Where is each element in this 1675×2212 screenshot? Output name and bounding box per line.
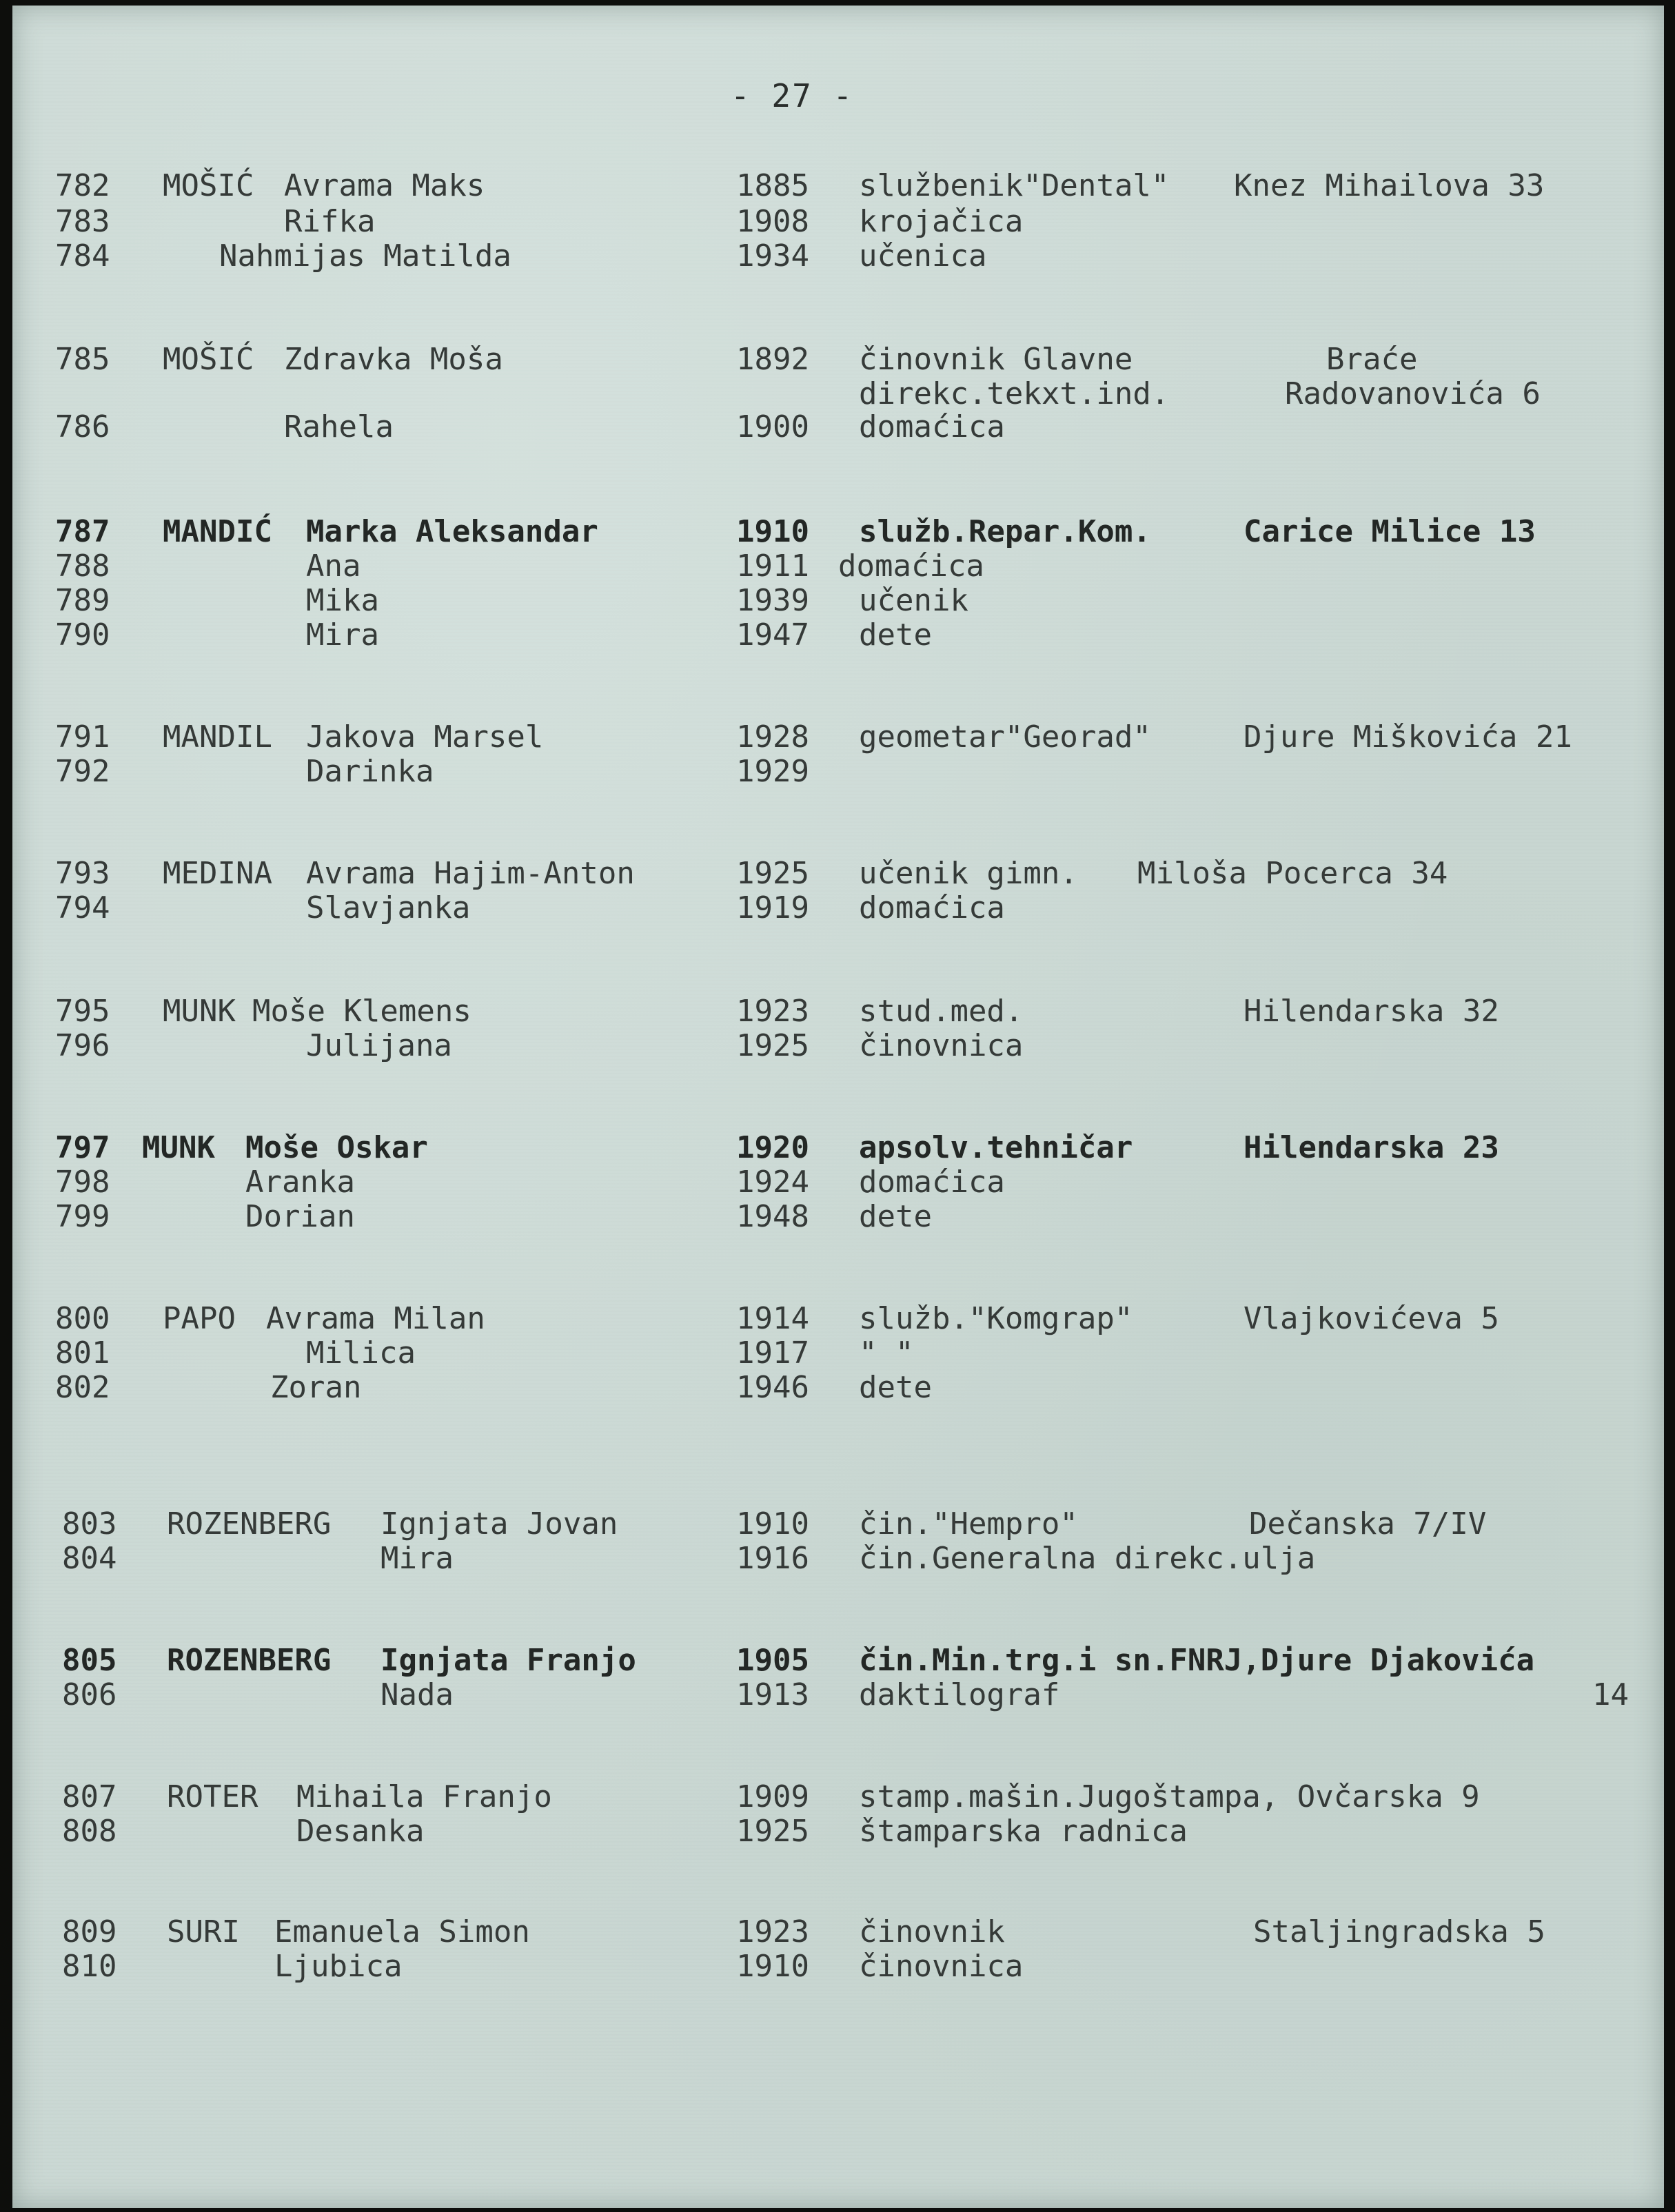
entry-year: 1909 bbox=[736, 1779, 809, 1814]
entry-year: 1924 bbox=[736, 1165, 809, 1200]
entry-given-name: Avrama Maks bbox=[284, 168, 485, 203]
entry-year: 1923 bbox=[736, 994, 809, 1029]
entry-surname: MANDIL bbox=[163, 719, 272, 755]
entry-occupation: činovnik bbox=[859, 1914, 1005, 1949]
entry-occupation: daktilograf bbox=[859, 1677, 1060, 1712]
entry-year: 1934 bbox=[736, 238, 809, 274]
entry-year: 1885 bbox=[736, 168, 809, 203]
entry-number: 787 bbox=[55, 514, 110, 549]
entry-number: 796 bbox=[55, 1028, 110, 1063]
entry-occupation: učenik gimn. bbox=[859, 856, 1078, 891]
entry-number: 801 bbox=[55, 1335, 110, 1371]
entry-number: 809 bbox=[62, 1914, 117, 1949]
entry-number: 788 bbox=[55, 549, 110, 584]
entry-given-name: Slavjanka bbox=[306, 890, 471, 925]
entry-address: 14 bbox=[1592, 1677, 1629, 1712]
entry-number: 808 bbox=[62, 1814, 117, 1849]
entry-number: 790 bbox=[55, 617, 110, 653]
entry-year: 1928 bbox=[736, 719, 809, 755]
entry-year: 1914 bbox=[736, 1301, 809, 1336]
entry-year: 1947 bbox=[736, 617, 809, 653]
entry-address: Djure Miškovića 21 bbox=[1243, 719, 1572, 755]
entry-occupation: dete bbox=[859, 1199, 932, 1234]
entry-given-name: Desanka bbox=[296, 1814, 425, 1849]
entry-number: 782 bbox=[55, 168, 110, 203]
entry-given-name: Avrama Milan bbox=[266, 1301, 485, 1336]
entry-given-name: Moše Oskar bbox=[245, 1130, 428, 1165]
entry-year: 1917 bbox=[736, 1335, 809, 1371]
entry-occupation: čin.Generalna direkc.ulja bbox=[859, 1541, 1316, 1576]
entry-given-name: Mira bbox=[380, 1541, 454, 1576]
entry-year: 1908 bbox=[736, 204, 809, 239]
entry-occupation: službenik"Dental" bbox=[859, 168, 1170, 203]
entry-occupation: apsolv.tehničar bbox=[859, 1130, 1133, 1165]
entry-year: 1925 bbox=[736, 1028, 809, 1063]
entry-given-name: Mihaila Franjo bbox=[296, 1779, 552, 1814]
entry-occupation: dete bbox=[859, 1370, 932, 1405]
entry-number: 783 bbox=[55, 204, 110, 239]
entry-year: 1925 bbox=[736, 856, 809, 891]
entry-given-name: Nahmijas Matilda bbox=[219, 238, 511, 274]
entry-number: 797 bbox=[55, 1130, 110, 1165]
entry-occupation: geometar"Georad" bbox=[859, 719, 1151, 755]
entry-year: 1920 bbox=[736, 1130, 809, 1165]
entry-occupation: domaćica bbox=[859, 409, 1005, 444]
entry-number: 803 bbox=[62, 1506, 117, 1542]
entry-address: Braće bbox=[1326, 342, 1418, 377]
entry-given-name: Dorian bbox=[245, 1199, 355, 1234]
entry-given-name: Ignjata Franjo bbox=[380, 1643, 636, 1678]
entry-given-name: Marka Aleksandar bbox=[306, 514, 598, 549]
entry-surname: MEDINA bbox=[163, 856, 272, 891]
entry-year: 1913 bbox=[736, 1677, 809, 1712]
entry-occupation: čin.Min.trg.i sn.FNRJ,Djure Djakovića bbox=[859, 1643, 1535, 1678]
entry-given-name: Aranka bbox=[245, 1165, 355, 1200]
entry-year: 1929 bbox=[736, 754, 809, 789]
entry-number: 810 bbox=[62, 1949, 117, 1984]
entry-number: 785 bbox=[55, 342, 110, 377]
entry-given-name: Zoran bbox=[270, 1370, 362, 1405]
entry-surname: MOŠIĆ bbox=[163, 342, 254, 377]
entry-address: Dečanska 7/IV bbox=[1249, 1506, 1487, 1542]
entry-year: 1948 bbox=[736, 1199, 809, 1234]
entry-occupation: štamparska radnica bbox=[859, 1814, 1188, 1849]
entry-occupation: učenica bbox=[859, 238, 987, 274]
entry-given-name: Ignjata Jovan bbox=[380, 1506, 618, 1542]
entry-surname: SURI bbox=[167, 1914, 240, 1949]
entry-year: 1910 bbox=[736, 1506, 809, 1542]
entry-given-name: Rahela bbox=[284, 409, 394, 444]
entry-occupation: učenik bbox=[859, 583, 968, 618]
entry-surname: ROZENBERG bbox=[167, 1643, 332, 1678]
entry-address: Radovanovića 6 bbox=[1285, 376, 1541, 411]
entry-given-name: Zdravka Moša bbox=[284, 342, 503, 377]
entry-given-name: Milica bbox=[306, 1335, 416, 1371]
entry-occupation: služb.Repar.Kom. bbox=[859, 514, 1151, 549]
entry-given-name: Darinka bbox=[306, 754, 434, 789]
entry-number: 786 bbox=[55, 409, 110, 444]
entry-year: 1923 bbox=[736, 1914, 809, 1949]
entry-occupation: direkc.tekxt.ind. bbox=[859, 376, 1170, 411]
entry-occupation: " " bbox=[859, 1335, 914, 1371]
entry-surname: PAPO bbox=[163, 1301, 236, 1336]
entry-number: 784 bbox=[55, 238, 110, 274]
entry-address: Hilendarska 23 bbox=[1243, 1130, 1499, 1165]
entry-number: 791 bbox=[55, 719, 110, 755]
entry-occupation: krojačica bbox=[859, 204, 1024, 239]
entry-number: 805 bbox=[62, 1643, 117, 1678]
entry-surname: MOŠIĆ bbox=[163, 168, 254, 203]
entry-year: 1939 bbox=[736, 583, 809, 618]
entry-given-name: Jakova Marsel bbox=[306, 719, 544, 755]
entry-given-name: Julijana bbox=[306, 1028, 452, 1063]
entry-occupation: domaćica bbox=[859, 1165, 1005, 1200]
entry-number: 807 bbox=[62, 1779, 117, 1814]
entry-year: 1946 bbox=[736, 1370, 809, 1405]
entry-given-name: Moše Klemens bbox=[252, 994, 471, 1029]
entry-year: 1925 bbox=[736, 1814, 809, 1849]
entry-occupation: domaćica bbox=[838, 549, 984, 584]
entry-address: Knez Mihailova 33 bbox=[1234, 168, 1545, 203]
entry-occupation: stamp.mašin.Jugoštampa, Ovčarska 9 bbox=[859, 1779, 1480, 1814]
entry-year: 1916 bbox=[736, 1541, 809, 1576]
entry-surname: ROZENBERG bbox=[167, 1506, 332, 1542]
entry-occupation: stud.med. bbox=[859, 994, 1024, 1029]
page-number: - 27 - bbox=[731, 77, 854, 114]
entry-number: 798 bbox=[55, 1165, 110, 1200]
entry-surname: ROTER bbox=[167, 1779, 258, 1814]
entry-number: 802 bbox=[55, 1370, 110, 1405]
entry-occupation: činovnica bbox=[859, 1949, 1024, 1984]
entry-address: Miloša Pocerca 34 bbox=[1137, 856, 1448, 891]
entry-given-name: Ljubica bbox=[274, 1949, 403, 1984]
entry-occupation: služb."Komgrap" bbox=[859, 1301, 1133, 1336]
entry-year: 1910 bbox=[736, 1949, 809, 1984]
entry-occupation: domaćica bbox=[859, 890, 1005, 925]
entry-year: 1900 bbox=[736, 409, 809, 444]
entry-surname: MUNK bbox=[142, 1130, 215, 1165]
entry-number: 800 bbox=[55, 1301, 110, 1336]
entry-address: Vlajkovićeva 5 bbox=[1243, 1301, 1499, 1336]
entry-given-name: Rifka bbox=[284, 204, 376, 239]
entry-surname: MUNK bbox=[163, 994, 236, 1029]
entry-given-name: Emanuela Simon bbox=[274, 1914, 530, 1949]
entry-number: 804 bbox=[62, 1541, 117, 1576]
entry-given-name: Mika bbox=[306, 583, 379, 618]
entry-given-name: Mira bbox=[306, 617, 379, 653]
entry-number: 806 bbox=[62, 1677, 117, 1712]
entry-year: 1910 bbox=[736, 514, 809, 549]
entry-surname: MANDIĆ bbox=[163, 514, 272, 549]
entry-address: Staljingradska 5 bbox=[1253, 1914, 1545, 1949]
entry-year: 1892 bbox=[736, 342, 809, 377]
entry-occupation: činovnica bbox=[859, 1028, 1024, 1063]
entry-number: 792 bbox=[55, 754, 110, 789]
entry-address: Hilendarska 32 bbox=[1243, 994, 1499, 1029]
entry-number: 794 bbox=[55, 890, 110, 925]
entry-number: 795 bbox=[55, 994, 110, 1029]
entry-number: 789 bbox=[55, 583, 110, 618]
entry-year: 1911 bbox=[736, 549, 809, 584]
entry-given-name: Avrama Hajim-Anton bbox=[306, 856, 635, 891]
entry-year: 1919 bbox=[736, 890, 809, 925]
entry-given-name: Ana bbox=[306, 549, 361, 584]
entry-occupation: činovnik Glavne bbox=[859, 342, 1133, 377]
entry-number: 793 bbox=[55, 856, 110, 891]
entry-year: 1905 bbox=[736, 1643, 809, 1678]
entry-given-name: Nada bbox=[380, 1677, 454, 1712]
entry-occupation: čin."Hempro" bbox=[859, 1506, 1078, 1542]
entry-number: 799 bbox=[55, 1199, 110, 1234]
entry-occupation: dete bbox=[859, 617, 932, 653]
entry-address: Carice Milice 13 bbox=[1243, 514, 1536, 549]
